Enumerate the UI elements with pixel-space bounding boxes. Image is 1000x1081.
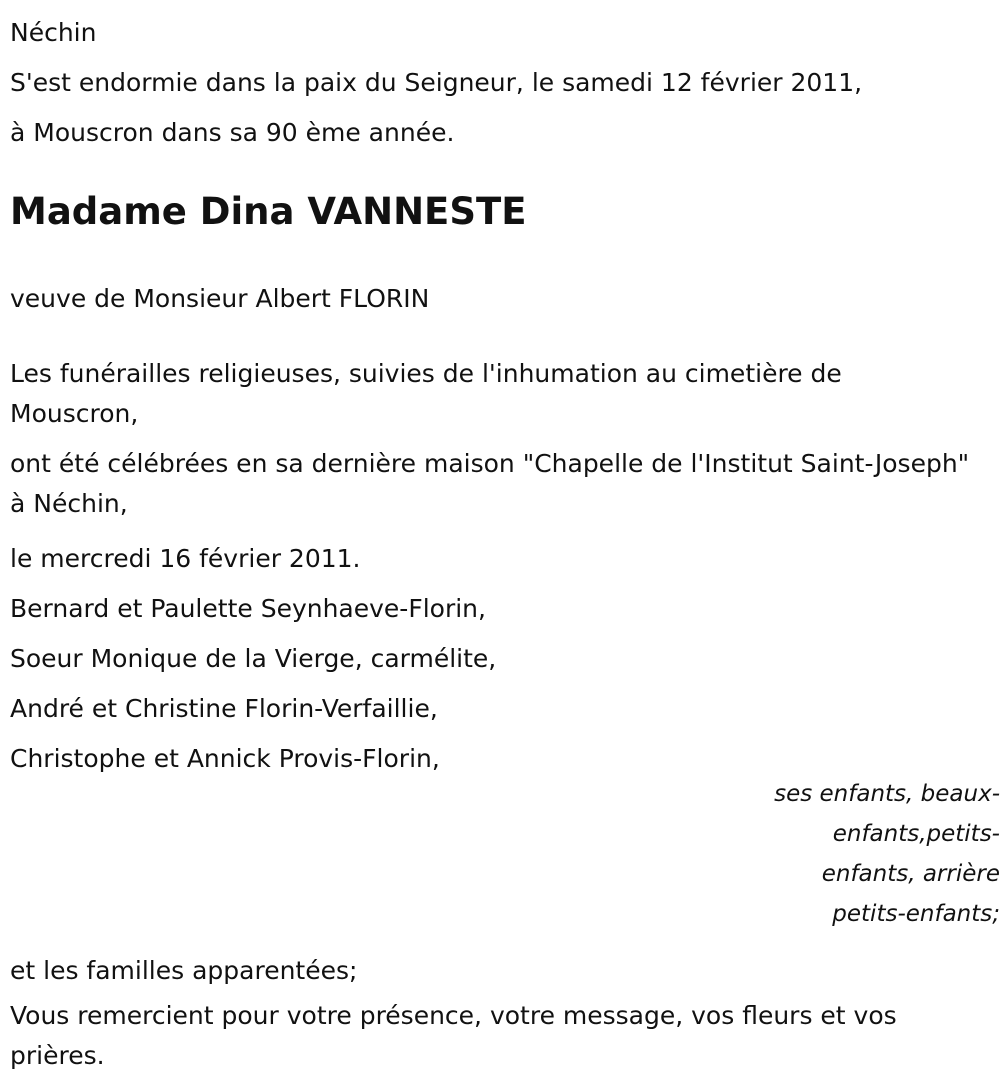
place-name: Néchin <box>10 18 97 47</box>
funeral-line-3: le mercredi 16 février 2011. <box>10 544 361 573</box>
family-member-1: Bernard et Paulette Seynhaeve-Florin, <box>10 594 486 623</box>
funeral-line-1: Les funérailles religieuses, suivies de l'inhumation au cimetière de Mouscron, <box>10 359 842 428</box>
relations-line-4: petits-enfants; <box>832 901 1000 927</box>
related-families: et les familles apparentées; <box>10 956 358 985</box>
relations-line-3: enfants, arrière <box>821 861 1000 887</box>
family-relations <box>10 774 1000 934</box>
family-member-4: Christophe et Annick Provis-Florin, <box>10 744 440 773</box>
spouse-line: veuve de Monsieur Albert FLORIN <box>10 284 430 313</box>
relations-line-1: ses enfants, beaux- <box>774 781 1000 807</box>
death-notice-line-1: S'est endormie dans la paix du Seigneur, le samedi 12 février 2011, <box>10 68 863 97</box>
family-member-3: André et Christine Florin-Verfaillie, <box>10 694 438 723</box>
thanks-message: Vous remercient pour votre présence, votre message, vos fleurs et vos prières. <box>10 1001 897 1070</box>
funeral-line-2: ont été célébrées en sa dernière maison "Chapelle de l'Institut Saint-Joseph" à Néchin, <box>10 449 970 518</box>
relations-line-2: enfants,petits- <box>832 821 1000 847</box>
family-member-2: Soeur Monique de la Vierge, carmélite, <box>10 644 497 673</box>
death-notice-line-2: à Mouscron dans sa 90 ème année. <box>10 118 455 147</box>
deceased-name: Madame Dina VANNESTE <box>10 190 527 233</box>
